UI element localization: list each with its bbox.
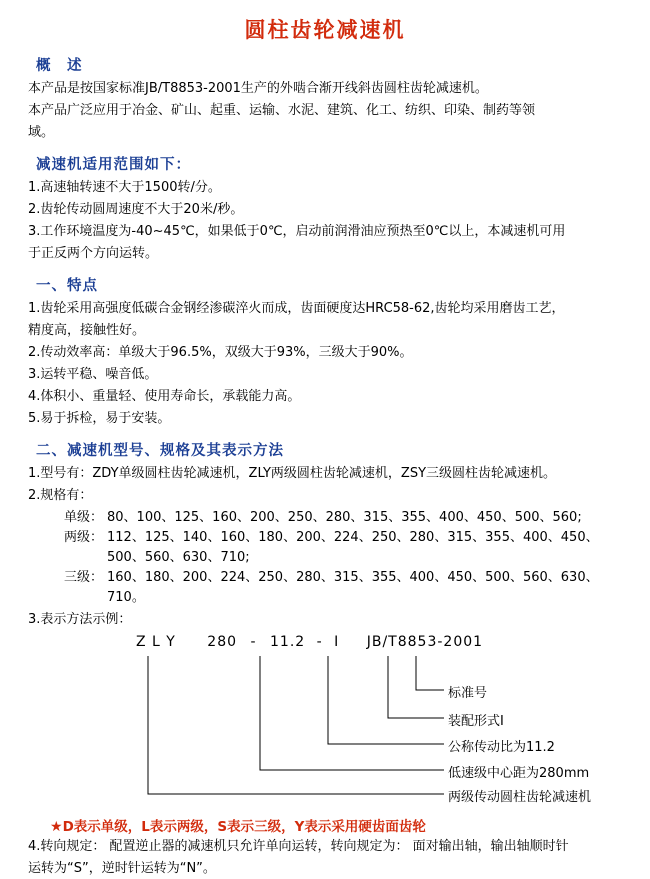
code-segment-standard: JB/T8853-2001 [366,634,484,650]
section-heading-overview: 概 述 [36,58,83,74]
feature-item-2: 2.传动效率高：单级大于96.5%，双级大于93%，三级大于90%。 [28,345,413,360]
spec-values-double: 112、125、140、160、180、200、224、250、280、315、355、400、450、500、560、630、710; [107,530,599,565]
scope-item-3: 3.工作环境温度为-40~45℃，如果低于0℃，启动前润滑油应预热至0℃以上，本减速机可用 [28,224,566,239]
section-heading-features: 一、特点 [36,278,98,294]
spec-label-double: 两级： [64,530,104,545]
document-page [0,14,650,876]
code-segment-ratio: 11.2 [270,634,306,650]
feature-item-1: 1.齿轮采用高强度低碳合金钢经渗碳淬火而成，齿面硬度达HRC58-62,齿轮均采用磨齿工艺， [28,301,565,316]
overview-line-1: 本产品是按国家标准JB/T8853-2001生产的外啮合渐开线斜齿圆柱齿轮减速机。 [28,81,488,96]
spec-row-single [64,508,628,528]
legend-note-text: D表示单级，L表示两级，S表示三级，Y表示采用硬齿面齿轮 [62,819,426,835]
code-segment-series: Z L Y [136,634,176,650]
model-item-2-label: 2.规格有： [28,488,93,503]
section-heading-models: 二、减速机型号、规格及其表示方法 [36,443,284,459]
spec-label-single: 单级： [64,510,104,525]
model-item-1: 1.型号有：ZDY单级圆柱齿轮减速机，ZLY两级圆柱齿轮减速机，ZSY三级圆柱齿轮减速机。 [28,466,557,481]
callout-series-name: 两级传动圆柱齿轮减速机 [448,790,592,805]
scope-item-2: 2.齿轮传动圆周速度不大于20米/秒。 [28,202,244,217]
scope-item-4: 于正反两个方向运转。 [28,246,159,261]
spec-values-single: 80、100、125、160、200、250、280、315、355、400、450、500、560; [107,510,582,525]
legend-note [50,815,628,835]
model-item-4-line-2: 运转为“S”，逆时针运转为“N”。 [28,861,216,876]
overview-line-2: 本产品广泛应用于冶金、矿山、起重、运输、水泥、建筑、化工、纺织、印染、制药等领 [28,103,536,118]
code-segment-assembly: Ⅰ [334,634,340,650]
page-title: 圆柱齿轮减速机 [244,18,406,42]
feature-item-1-cont: 精度高，接触性好。 [28,323,146,338]
document-content [0,54,650,879]
spec-values-triple: 160、180、200、224、250、280、315、355、400、450、500、560、630、710。 [107,570,599,605]
callout-assembly-form: 装配形式Ⅰ [448,714,504,729]
model-item-4-line-1: 4.转向规定： 配置逆止器的减速机只允许单向运转，转向规定为： 面对输出轴，输出轴顺时针 [28,839,569,854]
section-heading-scope: 减速机适用范围如下： [36,157,191,173]
code-dash-2: - [316,634,323,650]
feature-item-3: 3.运转平稳、噪音低。 [28,367,158,382]
leader-lines [28,634,650,809]
code-dash-1: - [250,634,257,650]
model-code-diagram [28,634,628,809]
spec-row-double [64,528,628,568]
spec-row-triple [64,568,628,608]
callout-nominal-ratio: 公称传动比为11.2 [448,740,555,755]
code-segment-center-distance: 280 [207,634,238,650]
model-item-3: 3.表示方法示例： [28,612,132,627]
feature-item-4: 4.体积小、重量轻、使用寿命长，承载能力高。 [28,389,301,404]
callout-center-distance: 低速级中心距为280mm [448,766,590,781]
callout-standard-number: 标准号 [448,686,488,701]
star-icon: ★ [50,819,63,835]
feature-item-5: 5.易于拆检，易于安装。 [28,411,171,426]
spec-label-triple: 三级： [64,570,104,585]
overview-line-3: 域。 [28,125,55,140]
scope-item-1: 1.高速轴转速不大于1500转/分。 [28,180,221,195]
